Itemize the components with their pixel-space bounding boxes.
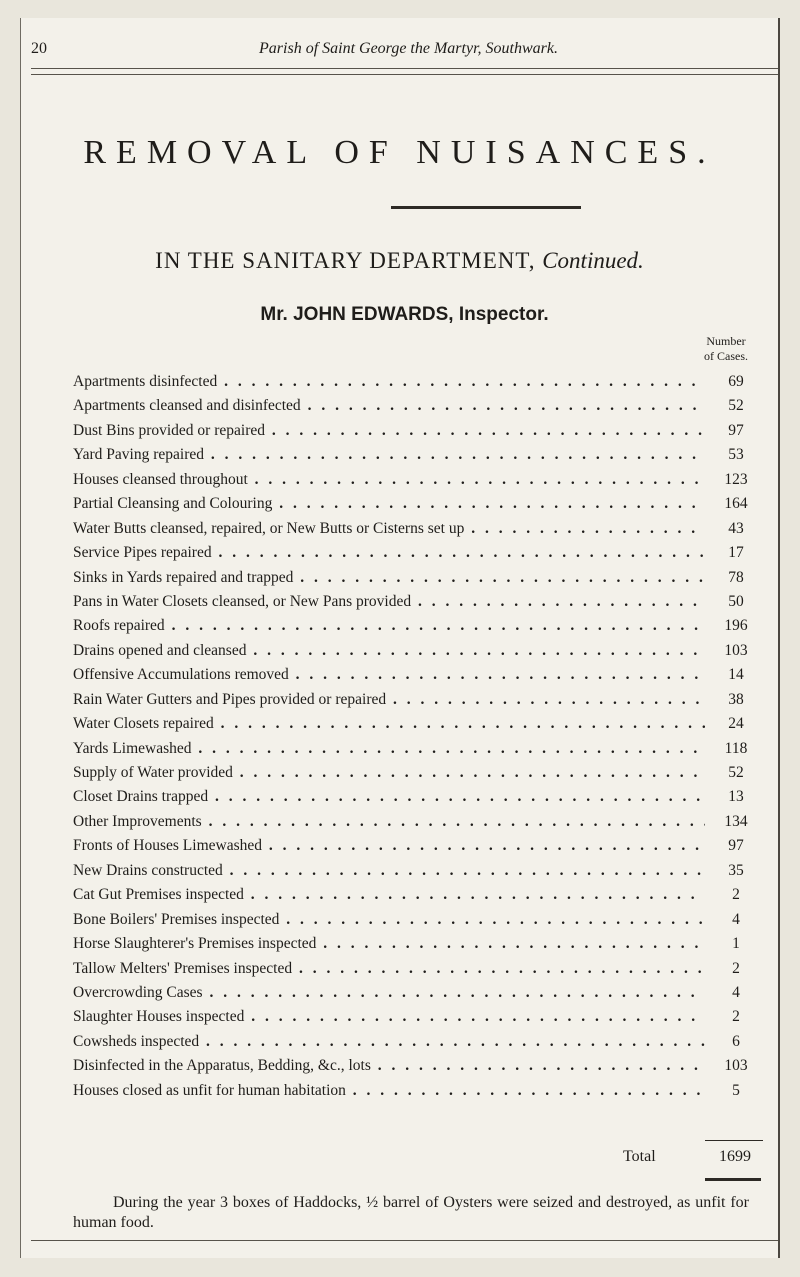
row-count: 53 — [728, 446, 744, 464]
table-row — [73, 445, 773, 469]
nuisance-table — [73, 372, 773, 1105]
row-label: Disinfected in the Apparatus, Bedding, &c., lots . . . — [73, 1056, 705, 1076]
row-count: 123 — [724, 470, 748, 488]
row-count: 97 — [728, 421, 744, 439]
inspector-name: Mr. JOHN EDWARDS, Inspector. — [260, 304, 549, 325]
row-label: Rain Water Gutters and Pipes provided or repaired . . . — [73, 690, 705, 710]
table-row — [73, 494, 773, 518]
table-row — [73, 739, 773, 763]
running-header — [21, 38, 778, 62]
row-label: Dust Bins provided or repaired . . . — [73, 421, 705, 441]
row-label: Apartments disinfected . . . — [73, 372, 705, 392]
row-count: 43 — [728, 519, 744, 537]
table-row — [73, 421, 773, 445]
row-count: 2 — [732, 959, 740, 977]
table-row — [73, 519, 773, 543]
row-label: Roofs repaired . . . — [73, 616, 705, 636]
table-row — [73, 396, 773, 420]
table-row — [73, 592, 773, 616]
header-rule-double — [31, 74, 778, 75]
subtitle-text: IN THE SANITARY DEPARTMENT, — [155, 248, 536, 273]
row-label: Slaughter Houses inspected . . . — [73, 1007, 705, 1027]
table-row — [73, 616, 773, 640]
table-row — [73, 690, 773, 714]
table-row — [73, 787, 773, 811]
row-label: Cowsheds inspected . . . — [73, 1032, 705, 1052]
row-label: Partial Cleansing and Colouring . . . — [73, 494, 705, 514]
footnote: During the year 3 boxes of Haddocks, ½ barrel of Oysters were seized and destroyed, as unfit for human food. — [73, 1194, 749, 1231]
total-value: 1699 — [719, 1148, 751, 1165]
row-label: Offensive Accumulations removed . . . — [73, 665, 705, 685]
row-label: Overcrowding Cases . . . — [73, 983, 705, 1003]
row-count: 5 — [732, 1081, 740, 1099]
row-label: Service Pipes repaired . . . — [73, 543, 705, 563]
row-count: 17 — [728, 544, 744, 562]
table-row — [73, 1032, 773, 1056]
row-count: 134 — [724, 812, 748, 830]
column-header-line-1: Number — [706, 334, 746, 348]
table-row — [73, 372, 773, 396]
row-count: 196 — [724, 617, 748, 635]
row-count: 1 — [732, 935, 740, 953]
table-row — [73, 470, 773, 494]
row-count: 52 — [728, 397, 744, 415]
total-rule-top — [705, 1140, 763, 1141]
table-row — [73, 861, 773, 885]
table-row — [73, 1081, 773, 1105]
table-row — [73, 885, 773, 909]
row-count: 14 — [728, 666, 744, 684]
row-count: 118 — [724, 739, 748, 757]
table-row — [73, 910, 773, 934]
table-row — [73, 1056, 773, 1080]
total-label: Total — [623, 1148, 656, 1165]
row-count: 78 — [728, 568, 744, 586]
row-label: Apartments cleansed and disinfected . . . — [73, 396, 705, 416]
row-count: 13 — [728, 788, 744, 806]
table-row — [73, 959, 773, 983]
bottom-rule — [31, 1240, 778, 1241]
row-count: 38 — [728, 690, 744, 708]
row-label: Supply of Water provided . . . — [73, 763, 705, 783]
row-label: Closet Drains trapped . . . — [73, 787, 705, 807]
row-label: Water Butts cleansed, repaired, or New Butts or Cisterns set up . . . — [73, 519, 705, 539]
row-count: 6 — [732, 1032, 740, 1050]
title-rule — [391, 206, 581, 209]
table-row — [73, 812, 773, 836]
table-row — [73, 836, 773, 860]
row-count: 52 — [728, 764, 744, 781]
subtitle-continued: Continued. — [542, 248, 644, 273]
row-label: Fronts of Houses Limewashed . . . — [73, 836, 705, 856]
row-label: Bone Boilers' Premises inspected . . . — [73, 910, 705, 930]
row-label: Yard Paving repaired . . . — [73, 445, 705, 465]
row-label: Water Closets repaired . . . — [73, 714, 705, 734]
row-label: Tallow Melters' Premises inspected . . . — [73, 959, 705, 979]
row-count: 2 — [732, 1008, 740, 1026]
row-count: 164 — [724, 495, 748, 513]
table-row — [73, 714, 773, 738]
row-label: Other Improvements . . . — [73, 812, 705, 832]
page-number: 20 — [31, 40, 47, 57]
table-row — [73, 1007, 773, 1031]
table-row — [73, 983, 773, 1007]
row-label: Houses closed as unfit for human habitation . . . — [73, 1081, 705, 1101]
row-label: Yards Limewashed . . . — [73, 739, 705, 759]
column-header-line-2: of Cases. — [704, 349, 748, 363]
row-label: Houses cleansed throughout . . . — [73, 470, 705, 490]
table-row — [73, 641, 773, 665]
row-label: Sinks in Yards repaired and trapped . . . — [73, 568, 705, 588]
row-count: 4 — [732, 983, 740, 1001]
row-label: New Drains constructed . . . — [73, 861, 705, 881]
table-row — [73, 543, 773, 567]
row-label: Horse Slaughterer's Premises inspected . . . — [73, 934, 705, 954]
row-label: Cat Gut Premises inspected . . . — [73, 885, 705, 905]
running-title: Parish of Saint George the Martyr, Southwark. — [259, 40, 558, 57]
header-rule — [31, 68, 778, 69]
column-header-number-of-cases — [681, 334, 771, 364]
table-row — [73, 934, 773, 958]
row-count: 103 — [724, 1057, 748, 1075]
row-count: 4 — [732, 910, 740, 928]
row-count: 24 — [728, 715, 744, 733]
row-count: 69 — [728, 373, 744, 390]
row-count: 103 — [724, 641, 748, 659]
row-label: Drains opened and cleansed . . . — [73, 641, 705, 661]
row-count: 97 — [728, 837, 744, 855]
total-rule-bottom — [705, 1178, 761, 1181]
table-row — [73, 568, 773, 592]
document-page — [20, 18, 780, 1258]
row-count: 50 — [728, 592, 744, 610]
page-title: REMOVAL OF NUISANCES. — [83, 134, 716, 171]
row-count: 35 — [728, 861, 744, 879]
row-label: Pans in Water Closets cleansed, or New Pans provided . . . — [73, 592, 705, 612]
row-count: 2 — [732, 886, 740, 904]
table-row — [73, 763, 773, 787]
table-row — [73, 665, 773, 689]
section-subtitle — [21, 248, 778, 274]
